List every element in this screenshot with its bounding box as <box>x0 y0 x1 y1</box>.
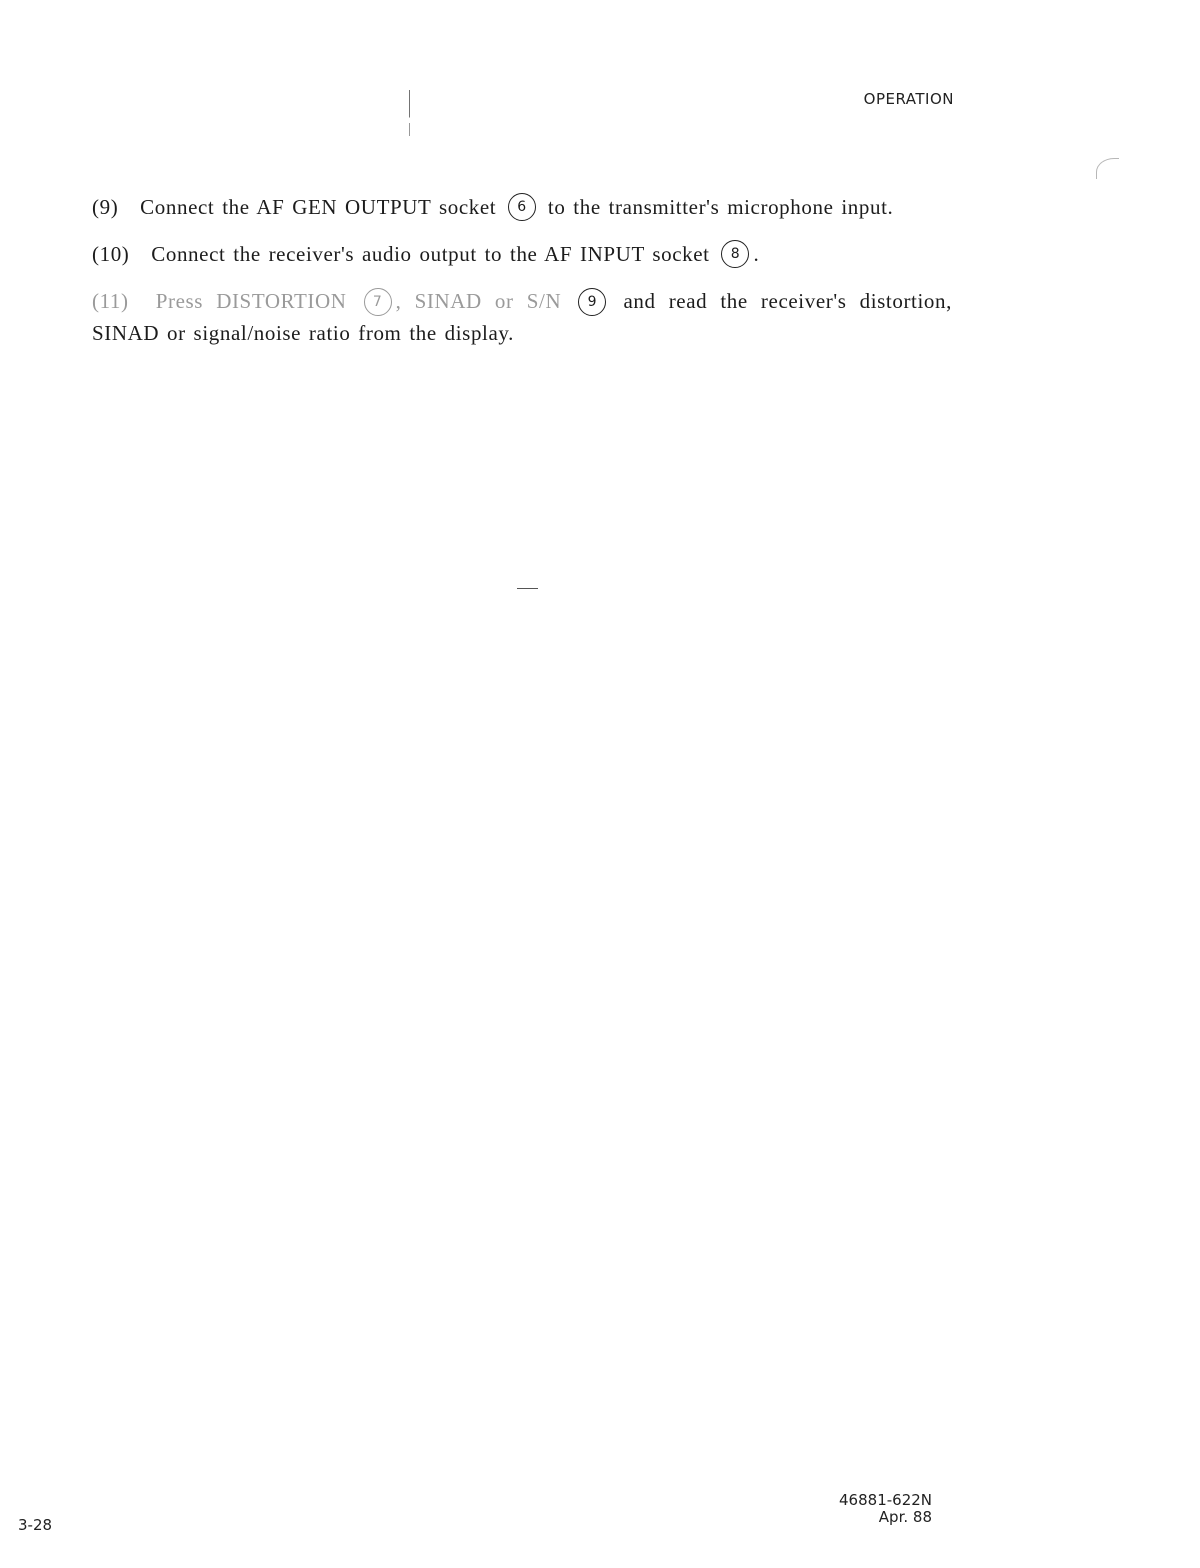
step-text: Press DISTORTION <box>155 289 347 314</box>
document-date: Apr. 88 <box>878 1508 932 1526</box>
callout-ref-7: 7 <box>364 288 392 316</box>
section-header: OPERATION <box>863 90 954 108</box>
callout-ref-6: 6 <box>508 193 536 221</box>
step-9 <box>92 192 952 223</box>
step-text: Connect the receiver's audio output to the AF INPUT socket <box>151 242 710 267</box>
step-number: (11) <box>92 289 129 314</box>
procedure-steps <box>92 192 952 365</box>
page-number: 3-28 <box>18 1516 53 1534</box>
scan-artifact-dash <box>517 588 538 589</box>
step-text: , SINAD or S/N <box>395 289 562 314</box>
step-number: (10) <box>92 242 130 267</box>
step-11 <box>92 286 952 348</box>
step-text: to the transmitter's microphone input. <box>547 195 894 219</box>
document-footer <box>839 1492 932 1526</box>
step-10 <box>92 239 952 270</box>
step-text: Connect the AF GEN OUTPUT socket <box>140 195 497 219</box>
step-text: and read the receiver's distortion, SINAD or signal/noise ratio from the display. <box>92 289 952 345</box>
document-code: 46881-622N <box>839 1491 932 1509</box>
scan-artifact-corner <box>1096 158 1119 179</box>
callout-ref-8: 8 <box>721 240 749 268</box>
step-text: . <box>753 242 760 267</box>
step-number: (9) <box>92 195 119 219</box>
callout-ref-9: 9 <box>578 288 606 316</box>
scan-artifact-line <box>409 90 410 136</box>
